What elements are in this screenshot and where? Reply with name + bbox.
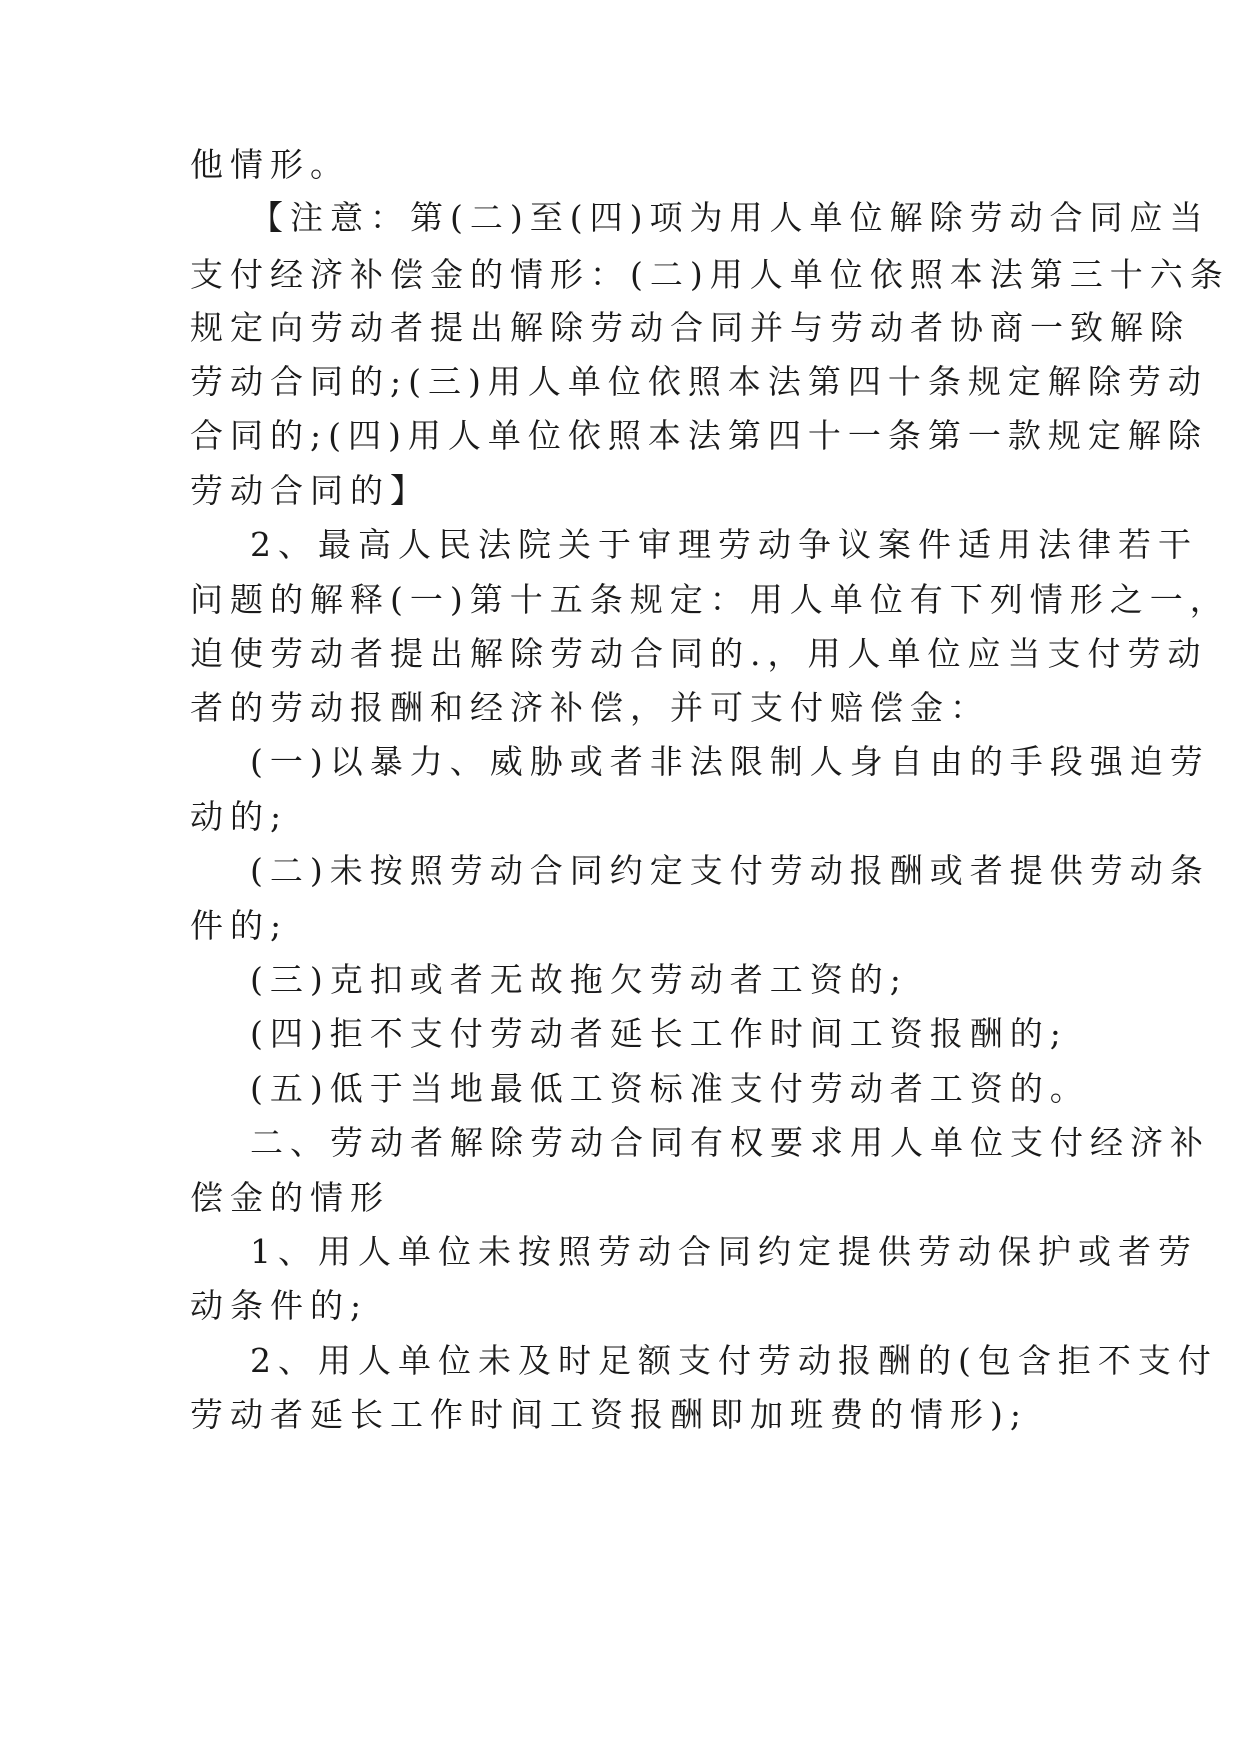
text-line: 偿金的情形 [190,1178,390,1217]
text-line: 者的劳动报酬和经济补偿，并可支付赔偿金： [190,688,990,727]
text-line: (四)拒不支付劳动者延长工作时间工资报酬的; [250,1014,1068,1053]
text-line: 【注意：第(二)至(四)项为用人单位解除劳动合同应当 [250,198,1210,237]
text-line: (三)克扣或者无故拖欠劳动者工资的; [250,960,908,999]
text-line: 规定向劳动者提出解除劳动合同并与劳动者协商一致解除 [190,308,1190,347]
text-line: 迫使劳动者提出解除劳动合同的.，用人单位应当支付劳动 [190,634,1208,673]
text-line: (二)未按照劳动合同约定支付劳动报酬或者提供劳动条 [250,851,1210,890]
text-line: 动条件的; [190,1286,369,1325]
text-line: 2、用人单位未及时足额支付劳动报酬的(包含拒不支付 [250,1341,1218,1380]
text-line: 劳动合同的】 [190,471,430,510]
text-line: 件的; [190,906,289,945]
text-line: 他情形。 [190,145,350,184]
text-line: 问题的解释(一)第十五条规定：用人单位有下列情形之一， [190,580,1230,619]
text-line: 动的; [190,797,289,836]
text-line: 2、最高人民法院关于审理劳动争议案件适用法律若干 [250,525,1198,564]
text-line: 劳动者延长工作时间工资报酬即加班费的情形); [190,1395,1028,1434]
text-line: 合同的;(四)用人单位依照本法第四十一条第一款规定解除 [190,416,1208,455]
text-line: (一)以暴力、威胁或者非法限制人身自由的手段强迫劳 [250,742,1210,781]
text-line: 二、劳动者解除劳动合同有权要求用人单位支付经济补 [250,1123,1210,1162]
text-line: 支付经济补偿金的情形：(二)用人单位依照本法第三十六条 [190,255,1230,294]
text-line: (五)低于当地最低工资标准支付劳动者工资的。 [250,1069,1090,1108]
text-line: 劳动合同的;(三)用人单位依照本法第四十条规定解除劳动 [190,362,1208,401]
text-line: 1、用人单位未按照劳动合同约定提供劳动保护或者劳 [250,1232,1198,1271]
